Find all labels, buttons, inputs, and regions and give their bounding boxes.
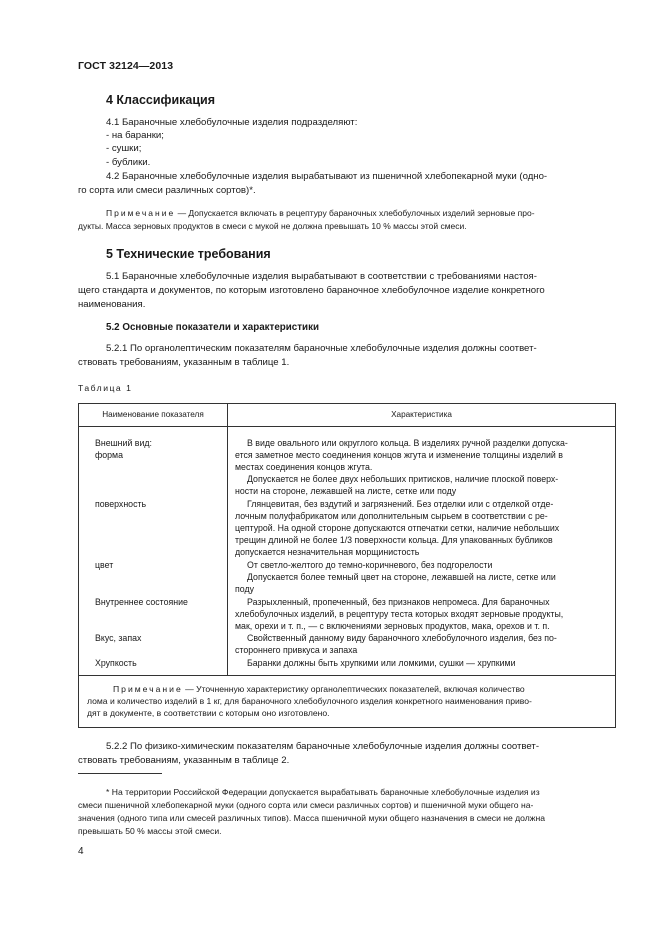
section-4-title: 4 Классификация — [106, 93, 216, 107]
p51-line-3: наименования. — [78, 299, 146, 310]
section-5-title: 5 Технические требования — [106, 247, 271, 261]
label-taste: Вкус, запах — [95, 633, 142, 643]
p521-line-1: 5.2.1 По органолептическим показателям бараночные хлебобулочные изделия должны соответ- — [106, 343, 537, 354]
color-line-2: Допускается более темный цвет на стороне, лежавшей на листе, сетке или — [247, 572, 556, 582]
section-52-title: 5.2 Основные показатели и характеристики — [106, 322, 319, 333]
inner-line-1: Разрыхленный, пропеченный, без признаков непромеса. Для бараночных — [247, 597, 550, 607]
label-brittleness: Хрупкость — [95, 658, 137, 668]
table-1 — [78, 403, 616, 728]
table-note-line-2: лома и количество изделий в 1 кг, для бараночного хлебобулочного изделия конкретного наименования приво- — [87, 696, 532, 706]
table-header-indicator: Наименование показателя — [102, 410, 204, 419]
section4-note-line-2: дукты. Масса зерновых продуктов в смеси с мукой не должна превышать 10 % массы этой смеси. — [78, 221, 467, 231]
p522-line-2: ствовать требованиям, указанным в таблице 2. — [78, 755, 290, 766]
surface-line-3: цептурой. На одной стороне допускаются отпечатки сетки, наличие небольших — [235, 523, 560, 533]
page-number: 4 — [78, 846, 84, 857]
label-surface: поверхность — [95, 499, 147, 509]
label-color: цвет — [95, 560, 114, 570]
p521-line-2: ствовать требованиям, указанным в таблице 1. — [78, 357, 290, 368]
p41-line-2: - на баранки; — [106, 130, 164, 141]
p42-line-1: 4.2 Бараночные хлебобулочные изделия вырабатывают из пшеничной хлебопекарной муки (одно- — [106, 171, 548, 182]
table-note-line-3: дят в документе, в соответствии с которым оно изготовлено. — [87, 708, 330, 718]
inner-line-3: мак, орехи и т. п., — с включениями зерновых продуктов, мака, орехов и т. п. — [235, 621, 550, 631]
footnote-line-4: превышать 50 % массы этой смеси. — [78, 826, 222, 836]
label-form: форма — [95, 450, 123, 460]
footnote-line-2: смеси пшеничной хлебопекарной муки (одного сорта или смеси различных сортов) и пшеничной муки общего на- — [78, 800, 534, 810]
note-text-1: — Допускается включать в рецептуру бараночных хлебобулочных изделий зерновые про- — [175, 208, 535, 218]
table-note-label: Примечание — [113, 684, 183, 694]
inner-line-2: хлебобулочных изделий, в рецептуру теста которых входят зерновые продукты, — [235, 609, 564, 619]
p41-line-3: - сушки; — [106, 143, 142, 154]
brittle-line: Баранки должны быть хрупкими или ломкими, сушки — хрупкими — [247, 658, 516, 668]
p51-line-2: щего стандарта и документов, по которым изготовлено бараночное хлебобулочное изделие конкретного — [78, 285, 545, 296]
table-note-text-1: — Уточненную характеристику органолептических показателей, включая количество — [182, 684, 525, 694]
label-appearance: Внешний вид: — [95, 438, 152, 448]
surface-line-5: допускается незначительная морщинистость — [235, 547, 420, 557]
table-note-line-1 — [113, 683, 609, 695]
form-line-3: местах соединения концов жгута. — [235, 462, 373, 472]
label-inner-state: Внутреннее состояние — [95, 597, 188, 607]
taste-line-2: стороннего привкуса и запаха — [235, 645, 358, 655]
taste-line-1: Свойственный данному виду бараночного хлебобулочного изделия, без по- — [247, 633, 557, 643]
surface-line-1: Глянцевитая, без вздутий и загрязнений. Без отделки или с отделкой отде- — [247, 499, 554, 509]
form-line-1: В виде овального или округлого кольца. В изделиях ручной разделки допуска- — [247, 438, 568, 448]
color-line-3: поду — [235, 584, 254, 594]
p522-line-1: 5.2.2 По физико-химическим показателям бараночные хлебобулочные изделия должны соответ- — [106, 741, 540, 752]
standard-header: ГОСТ 32124—2013 — [78, 60, 174, 72]
form-line-4: Допускается не более двух небольших притисков, наличие плоской поверх- — [247, 474, 559, 484]
p41-line-4: - бублики. — [106, 157, 151, 168]
surface-line-2: лочным полуфабрикатом или дополнительным сырьем в соответствии с ре- — [235, 511, 548, 521]
section4-note-line-1 — [106, 207, 616, 219]
form-line-2: ется заметное место соединения концов жгута и изменение толщины изделий в — [235, 450, 563, 460]
form-line-5: ности на стороне, лежавшей на листе, сетке или поду — [235, 486, 457, 496]
surface-line-4: трещин длиной не более 1/3 поверхности кольца. Для упакованных бубликов — [235, 535, 553, 545]
footnote-separator — [78, 773, 162, 774]
table-caption: Таблица 1 — [78, 383, 133, 393]
note-label: Примечание — [106, 208, 176, 218]
table-header-characteristic: Характеристика — [391, 410, 452, 419]
footnote-line-1: * На территории Российской Федерации допускается вырабатывать бараночные хлебобулочные изделия из — [106, 787, 540, 797]
footnote-line-3: значения (одного типа или смесей различных типов). Масса пшеничной муки общего назначения в смеси не должна — [78, 813, 546, 823]
p42-line-2: го сорта или смеси различных сортов)*. — [78, 185, 256, 196]
color-line-1: От светло-желтого до темно-коричневого, без подгорелости — [247, 560, 493, 570]
p41-line-1: 4.1 Бараночные хлебобулочные изделия подразделяют: — [106, 117, 358, 128]
p51-line-1: 5.1 Бараночные хлебобулочные изделия вырабатывают в соответствии с требованиями настоя- — [106, 271, 537, 282]
